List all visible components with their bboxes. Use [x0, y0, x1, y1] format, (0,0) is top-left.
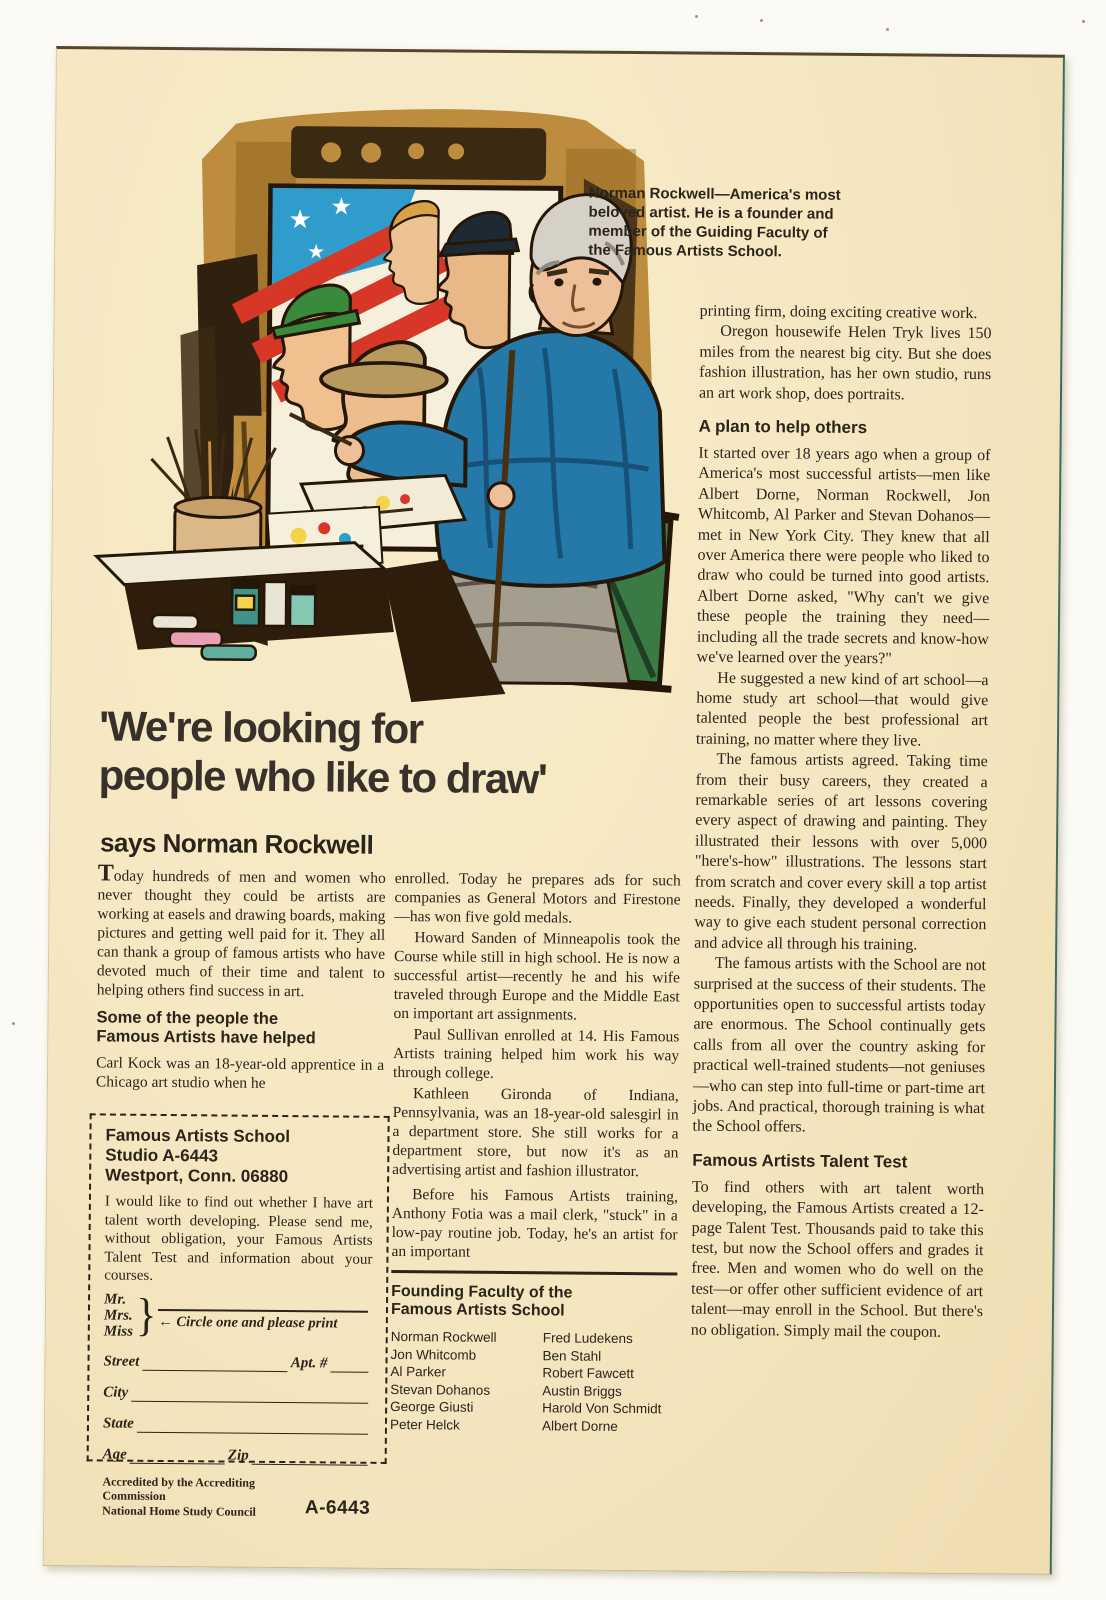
faculty-name: Ben Stahl	[542, 1347, 602, 1364]
intro-paragraph: Today hundreds of men and women who never thought they could be artists are working at easels and drawing boards, making pictures and getting well paid for it. They all can thank a group of famous artists who have devoted much of their time and talent to helping others find success in art.	[96, 860, 386, 1001]
right-column	[691, 302, 992, 1344]
lessons-paragraph: The famous artists agreed. Taking time from their busy careers, they created a remarkable series of art lessons covering every aspect of drawing and painting. They illustrated their lessons with over 5,000 "here's-how" illustrations. The lessons start from scratch and cover every skill a top artist needs. Finally, they developed a wonderful way to give each student personal correction and advice all through his training.	[694, 750, 988, 954]
helen-tryk-paragraph: Oregon housewife Helen Tryk lives 150 miles from the nearest big city. But she does fashion illustration, has her own studio, runs an art work shop, does portraits.	[698, 323, 992, 404]
faculty-list	[390, 1328, 677, 1435]
faculty-name: Jon Whitcomb	[390, 1346, 477, 1363]
street-line	[142, 1358, 287, 1372]
scan-speck	[1082, 20, 1085, 23]
faculty-column-right	[542, 1329, 677, 1435]
studio-code: A-6443	[304, 1497, 371, 1520]
state-line	[137, 1420, 368, 1435]
photo-caption	[588, 184, 851, 262]
continuation-paragraph: printing firm, doing exciting creative work.	[699, 302, 978, 323]
scan-speck	[886, 28, 889, 31]
scan-speck	[695, 15, 698, 18]
apt-line	[330, 1359, 368, 1372]
salutation-options: Mr. Mrs. Miss	[103, 1291, 134, 1340]
svg-text:★: ★	[288, 205, 312, 235]
rockwell-illustration	[81, 84, 686, 714]
faculty-name: Harold Von Schmidt	[542, 1400, 662, 1417]
faculty-name: Fred Ludekens	[542, 1330, 633, 1347]
school-idea-paragraph: He suggested a new kind of art school—a home study art school—that would give talented people the best professional art training, no matter where they live.	[695, 669, 989, 750]
svg-text:★: ★	[330, 194, 353, 221]
coupon-form	[87, 1113, 390, 1520]
caption-text: —America's most beloved artist. He is a founder and member of the Guiding Faculty of the Famous Artists School.	[588, 185, 841, 261]
faculty-name: Stevan Dohanos	[390, 1381, 491, 1398]
middle-column	[390, 869, 681, 1435]
circle-one-note: ← Circle one and please print	[158, 1313, 338, 1332]
talent-test-paragraph: To find others with art talent worth developing, the Famous Artists created a 12-page Talent Test. Thousands paid to take this test, but now the School offers and grades it free. Men and women who do well on the test—or offer other sufficient evidence of art talent—may enroll in the School. But there's no obligation. Simply mail the coupon.	[690, 1178, 985, 1341]
faculty-name: Austin Briggs	[542, 1382, 622, 1399]
headline-line2: people who like to draw'	[98, 751, 547, 803]
coupon-school-address: Famous Artists School Studio A-6443 Westport, Conn. 06880	[105, 1125, 291, 1187]
scan-speck	[12, 1022, 15, 1025]
coupon-request-text: I would like to find out whether I have art talent worth developing. Please send me, without obligation, your Famous Artists Talent Test and information about your courses.	[104, 1193, 373, 1285]
success-story-paragraph: enrolled. Today he prepares ads for such companies as General Motors and Firestone—has won five gold medals.	[394, 869, 681, 927]
scan-speck	[760, 19, 763, 22]
success-story-paragraph: Howard Sanden of Minneapolis took the Course while still in high school. He is now a successful artist—recently he and his wife traveled through Europe and the Middle East on important art assignments.	[393, 929, 681, 1024]
faculty-name: George Giusti	[390, 1398, 474, 1415]
headline-line1: 'We're looking for	[98, 702, 423, 753]
name-line	[158, 1301, 367, 1313]
history-paragraph: It started over 18 years ago when a group of America's most successful artists—men like Albert Dorne, Norman Rockwell, Jon Whitcomb, Al Parker and Stevan Dohanos—met in New York City. They knew that all over America there were people who liked to draw who could be turned into good artists. Albert Dorne asked, "Why can't we give these people the training they need—including all the trade secrets and know-how we've learned over the years?"	[696, 444, 991, 668]
state-field: State	[103, 1415, 371, 1434]
street-field: Street Apt. #	[103, 1353, 371, 1372]
success-story-paragraph: Kathleen Gironda of Indiana, Pennsylvania, was an 18-year-old salesgirl in a department store. She still works for a department store, but now it's as an advertising artist and fashion illustrator.	[392, 1085, 679, 1181]
divider-rule	[391, 1270, 677, 1275]
faculty-name: Albert Dorne	[541, 1417, 618, 1434]
success-story-paragraph: Before his Famous Artists training, Anthony Fotia was a mail clerk, "stuck" in a low-pay routine job. Today, he's an artist for an important	[391, 1186, 679, 1261]
drop-cap: T	[97, 860, 114, 887]
carl-kock-paragraph: Carl Kock was an 18-year-old apprentice in a Chicago art studio when he	[95, 1054, 385, 1092]
left-column	[95, 860, 386, 1094]
paint-jars	[232, 580, 315, 627]
byline: says Norman Rockwell	[99, 827, 374, 860]
brace-glyph: }	[135, 1290, 157, 1342]
people-helped-heading: Some of the people the Famous Artists have helped	[96, 1008, 316, 1048]
city-field: City	[103, 1384, 371, 1403]
faculty-name: Peter Helck	[389, 1416, 460, 1433]
magazine-page	[43, 46, 1065, 1575]
accreditation: Accredited by the Accrediting Commission National Home Study Council A-6443	[102, 1474, 371, 1520]
opportunities-paragraph: The famous artists with the School are not surprised at the success of their students. The opportunities open to successful artists today are enormous. The School continually gets calls from all over the country asking for practical well-trained students—not geniuses—who can step into full-time or part-time art jobs. And practical, thorough training is what the School offers.	[692, 954, 987, 1137]
success-story-paragraph: Paul Sullivan enrolled at 14. His Famous Artists training helped him work his way through college.	[392, 1026, 680, 1082]
faculty-column-left	[390, 1328, 543, 1434]
faculty-name: Norman Rockwell	[390, 1328, 497, 1345]
headline	[98, 701, 659, 804]
faculty-name: Al Parker	[390, 1363, 447, 1380]
faculty-heading: Founding Faculty of the Famous Artists School	[390, 1282, 573, 1320]
name-write-in	[158, 1301, 372, 1333]
caption-name: Norman Rockwell	[588, 184, 715, 203]
age-line	[130, 1451, 225, 1465]
svg-text:★: ★	[307, 241, 326, 264]
salutation-row	[104, 1291, 372, 1341]
zip-line	[252, 1452, 368, 1466]
faculty-name: Robert Fawcett	[542, 1365, 635, 1382]
age-zip-field: Age Zip	[103, 1446, 371, 1465]
city-line	[131, 1389, 368, 1404]
talent-test-heading: Famous Artists Talent Test	[692, 1150, 908, 1172]
plan-heading: A plan to help others	[698, 416, 868, 438]
